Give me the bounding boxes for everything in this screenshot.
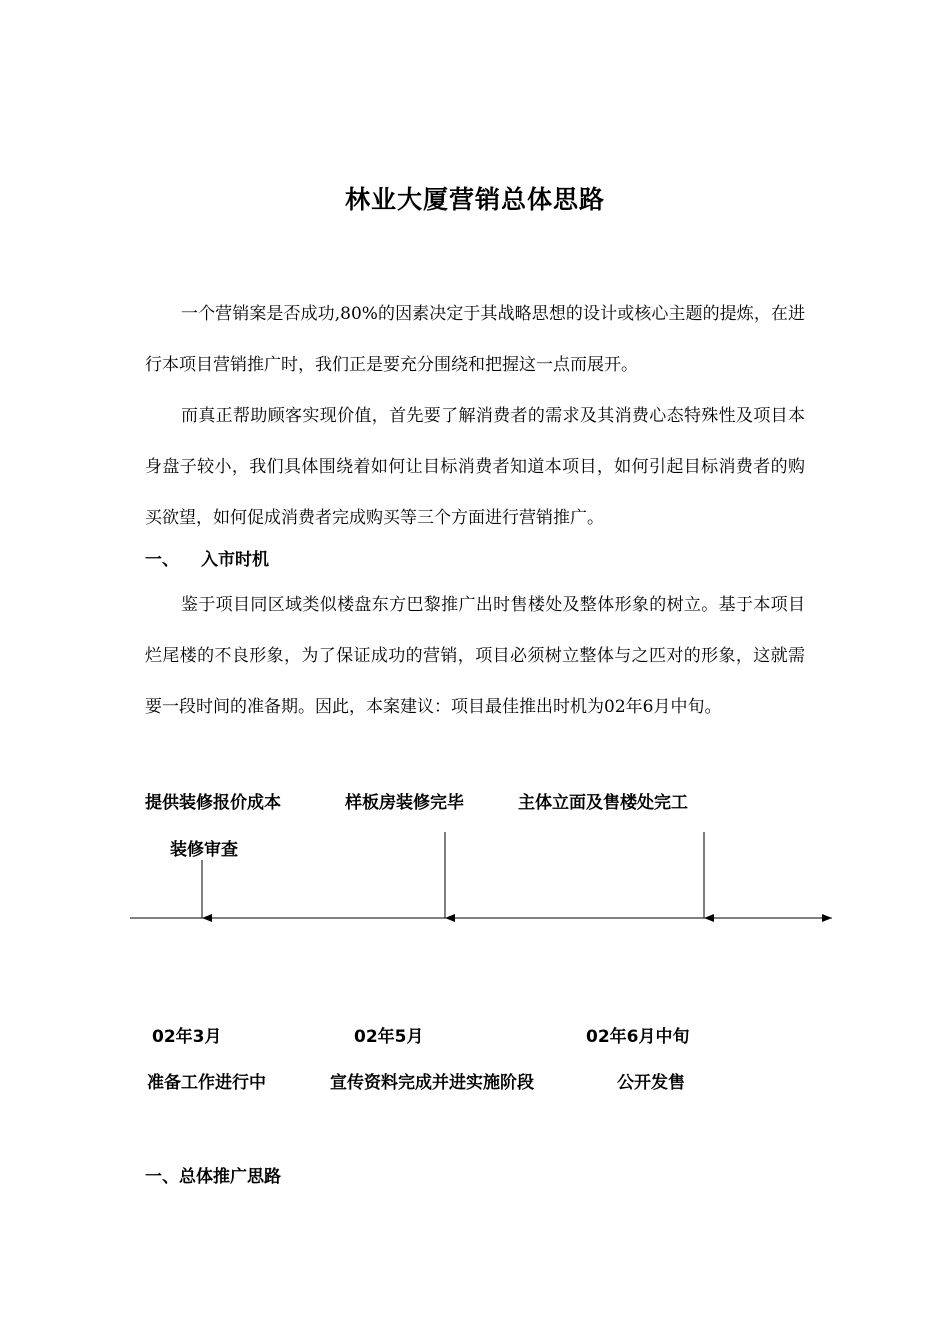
section-1-number: 一、: [145, 550, 179, 570]
milestone-1-event: 提供装修报价成本: [145, 793, 281, 813]
milestone-3-date: 02年6月中旬: [586, 1027, 690, 1047]
milestone-2-event: 样板房装修完毕: [345, 793, 464, 813]
milestone-3-event: 主体立面及售楼处完工: [518, 793, 688, 813]
milestone-1-date: 02年3月: [152, 1027, 222, 1047]
intro-paragraph-1: 一个营销案是否成功,80%的因素决定于其战略思想的设计或核心主题的提炼，在进行本项目营销推广时，我们正是要充分围绕和把握这一点而展开。: [145, 304, 805, 375]
milestone-2-phase: 宣传资料完成并进实施阶段: [330, 1073, 534, 1093]
intro-paragraph-2: 而真正帮助顾客实现价值，首先要了解消费者的需求及其消费心态特殊性及项目本身盘子较小，我们具体围绕着如何让目标消费者知道本项目，如何引起目标消费者的购买欲望，如何促成消费者完成购买等三个方面进行营销推广。: [145, 406, 805, 528]
milestone-1-phase: 准备工作进行中: [147, 1073, 266, 1093]
section-1-heading: 入市时机: [201, 550, 269, 570]
section-2-heading: 一、总体推广思路: [145, 1167, 281, 1187]
milestone-3-phase: 公开发售: [617, 1073, 685, 1093]
section-1-paragraph: 鉴于项目同区域类似楼盘东方巴黎推广出时售楼处及整体形象的树立。基于本项目烂尾楼的不良形象，为了保证成功的营销，项目必须树立整体与之匹对的形象，这就需要一段时间的准备期。因此，本案建议：项目最佳推出时机为02年6月中旬。: [145, 595, 805, 717]
document-title: 林业大厦营销总体思路: [344, 185, 605, 214]
milestone-1-event-sub: 装修审查: [170, 840, 238, 860]
milestone-2-date: 02年5月: [354, 1027, 424, 1047]
